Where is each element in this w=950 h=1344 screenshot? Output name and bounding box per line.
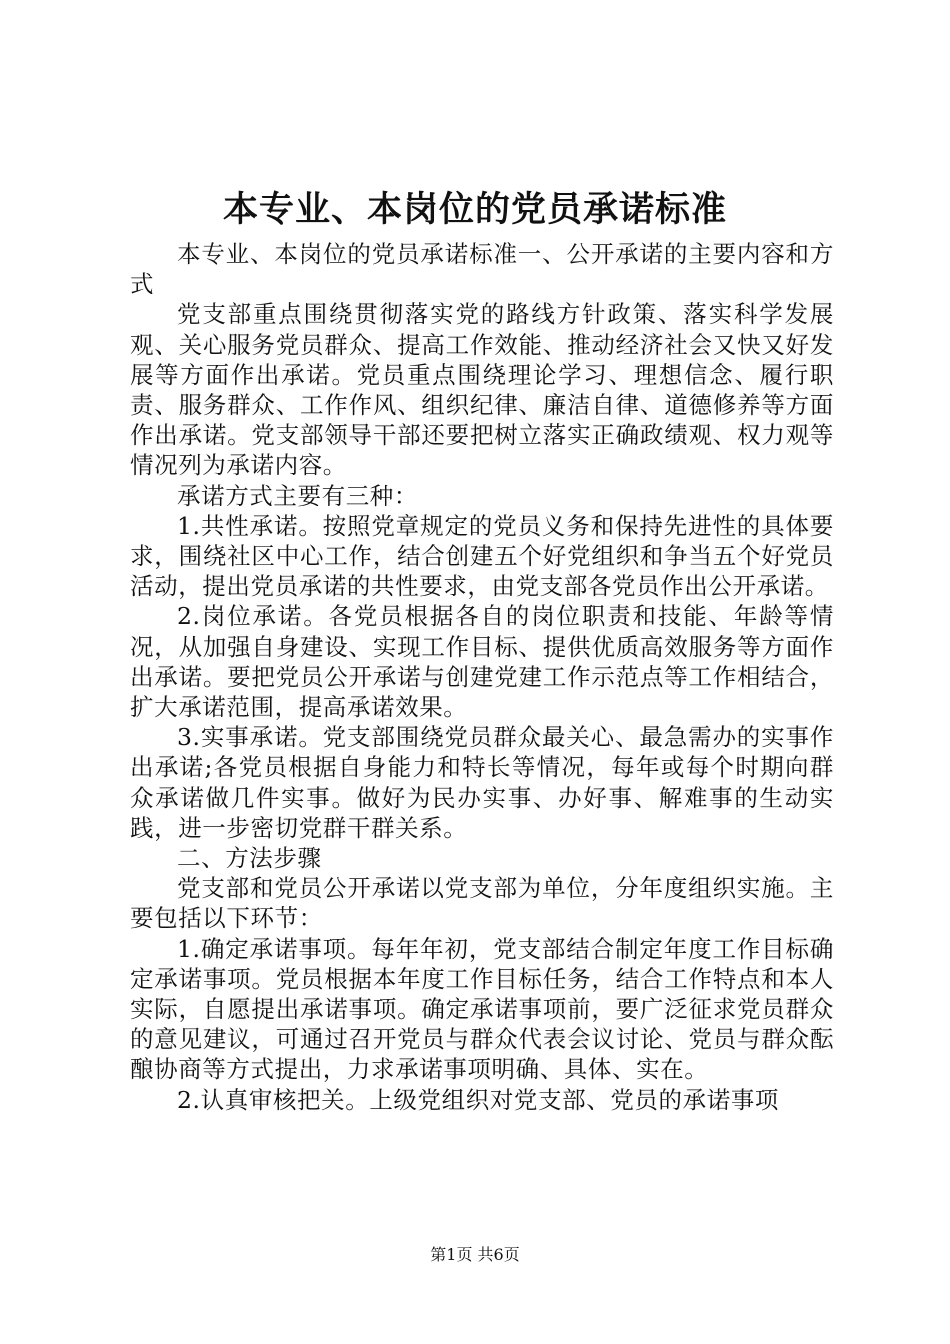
paragraph: 党支部和党员公开承诺以党支部为单位，分年度组织实施。主要包括以下环节： <box>130 874 834 933</box>
document-title: 本专业、本岗位的党员承诺标准 <box>222 189 727 230</box>
paragraph: 2.认真审核把关。上级党组织对党支部、党员的承诺事项 <box>177 1085 780 1114</box>
paragraph: 党支部重点围绕贯彻落实党的路线方针政策、落实科学发展观、关心服务党员群众、提高工作效能、推动经济社会又快又好发展等方面作出承诺。党员重点围绕理论学习、理想信念、履行职责、服务群众、工作作风、组织纪律、廉洁自律、道德修养等方面作出承诺。党支部领导干部还要把树立落实正确政绩观、权力观等情况列为承诺内容。 <box>130 300 834 480</box>
page-indicator: 第1页 共6页 <box>430 1245 520 1264</box>
paragraph: 本专业、本岗位的党员承诺标准一、公开承诺的主要内容和方式 <box>130 240 834 299</box>
section-heading: 二、方法步骤 <box>177 844 322 873</box>
paragraph: 3.实事承诺。党支部围绕党员群众最关心、最急需办的实事作出承诺;各党员根据自身能力和特长等情况，每年或每个时期向群众承诺做几件实事。做好为民办实事、办好事、解难事的生动实践，进一步密切党群干群关系。 <box>130 723 834 842</box>
paragraph: 1.共性承诺。按照党章规定的党员义务和保持先进性的具体要求，围绕社区中心工作，结合创建五个好党组织和争当五个好党员活动，提出党员承诺的共性要求，由党支部各党员作出公开承诺。 <box>130 511 834 601</box>
paragraph: 2.岗位承诺。各党员根据各自的岗位职责和技能、年龄等情况，从加强自身建设、实现工作目标、提供优质高效服务等方面作出承诺。要把党员公开承诺与创建党建工作示范点等工作相结合，扩大承诺范围，提高承诺效果。 <box>130 602 834 722</box>
page-footer <box>0 1244 950 1266</box>
paragraph: 1.确定承诺事项。每年年初，党支部结合制定年度工作目标确定承诺事项。党员根据本年度工作目标任务，结合工作特点和本人实际，自愿提出承诺事项。确定承诺事项前，要广泛征求党员群众的意见建议，可通过召开党员与群众代表会议讨论、党员与群众酝酿协商等方式提出，力求承诺事项明确、具体、实在。 <box>130 934 834 1084</box>
paragraph: 承诺方式主要有三种： <box>177 481 418 510</box>
document-body <box>130 239 834 1115</box>
